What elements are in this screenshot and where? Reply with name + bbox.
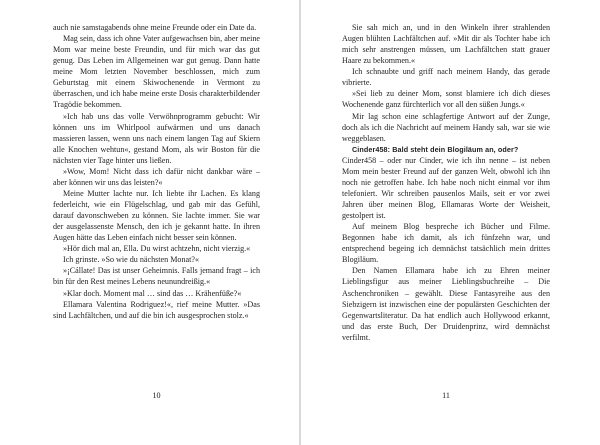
paragraph: auch nie samstagabends ohne meine Freunde oder ein Date da. bbox=[53, 23, 257, 32]
paragraph: »Wow, Mom! Nicht dass ich dafür nicht dankbar wäre – aber können wir uns das leisten?« bbox=[53, 166, 260, 187]
paragraph: Cinder458 – oder nur Cinder, wie ich ihn nenne – ist neben Mom mein bester Freund auf der ganzen Welt, obwohl ich ihn noch nie getroffen habe. Ich habe noch nicht einmal vor ihm telefoniert. Wir schreiben pausenlos Mails, seit er vor zwei Jahren über meinen Blog, Ellamaras Worte der Weisheit, gestolpert ist. bbox=[342, 155, 550, 221]
paragraph: »Ich hab uns das volle Verwöhnprogramm gebucht: Wir können uns im Whirlpool aufwärmen und uns danach massieren lassen, wenn uns nach einem langen Tag auf Skiern alle Knochen wehtun«, gestand Mom, als wir Boston für die nächsten vier Tage hinter uns ließen. bbox=[53, 111, 260, 165]
page-number: 11 bbox=[442, 391, 450, 400]
paragraph: Mag sein, dass ich ohne Vater aufgewachsen bin, aber meine Mom war meine beste Freundin, und für mich war das gut genug. Das Leben im Allgemeinen war gut genug. Dann hatte meine Mom letzten November beschlossen, mich zum Geburtstag mit einem Skiwochenende in Vermont zu überraschen, und ich habe meine erste Dosis charakterbildender Tragödie bekommen. bbox=[53, 34, 260, 110]
paragraph: Ich grinste. »So wie du nächsten Monat?« bbox=[63, 255, 199, 265]
page-number: 10 bbox=[152, 391, 161, 400]
paragraph: Ellamara Valentina Rodriguez!«, rief meine Mutter. »Das sind Lachfältchen, und auf die bin ich ausgesprochen stolz.« bbox=[53, 299, 260, 320]
paragraph: Ich schnaubte und griff nach meinem Handy, das gerade vibrierte. bbox=[342, 67, 550, 88]
paragraph: »Hör dich mal an, Ella. Du wirst achtzehn, nicht vierzig.« bbox=[63, 244, 251, 254]
paragraph: »¡Cállate! Das ist unser Geheimnis. Falls jemand fragt – ich bin für den Rest meines Lebens neunundreißig.« bbox=[53, 266, 260, 287]
chat-message: Cinder458: Bald steht dein Blogiläum an, oder? bbox=[352, 144, 519, 154]
paragraph: Mir lag schon eine schlagfertige Antwort auf der Zunge, doch als ich die Nachricht auf meinem Handy sah, war sie wie weggeblasen. bbox=[342, 111, 550, 143]
paragraph: Auf meinem Blog bespreche ich Bücher und Filme. Begonnen habe ich damit, als ich fünfzehn war, und entsprechend begeing ich demnächst tatsächlich mein drittes Blogiläum. bbox=[342, 222, 550, 265]
paragraph: Sie sah mich an, und in den Winkeln ihrer strahlenden Augen blühten Lachfältchen auf. »Mit dir als Tochter habe ich mich sehr anstrengen müssen, um Lachfältchen statt grauer Haare zu bekommen.« bbox=[342, 23, 550, 66]
left-page-text bbox=[53, 22, 260, 321]
right-page bbox=[301, 0, 600, 445]
paragraph: »Klar doch. Moment mal … sind das … Krähenfüße?« bbox=[63, 288, 242, 298]
right-page-text bbox=[342, 22, 550, 343]
paragraph: Meine Mutter lachte nur. Ich liebte ihr Lachen. Es klang federleicht, wie ein Flügelschlag, und gab mir das Gefühl, darauf davonschweben zu können. Sie lachte immer. Sie war der ausgelassenste Mensch, den ich je gekannt hatte. In ihren Augen hätte das Leben einfach nicht besser sein können. bbox=[53, 188, 260, 243]
paragraph: Den Namen Ellamara habe ich zu Ehren meiner Lieblingsfigur aus meiner Lieblingsbuchreihe – Die Aschenchroniken – gewählt. Diese Fantasyreihe aus den Siebzigern ist inzwischen eine der populärsten Geschichten der Gegenwartsliteratur. Da hat endlich auch Hollywood erkannt, und das erste Buch, Der Druidenprinz, wird demnächst verfilmt. bbox=[342, 266, 550, 342]
paragraph: »Sei lieb zu deiner Mom, sonst blamiere ich dich dieses Wochenende ganz fürchterlich vor all den süßen Jungs.« bbox=[342, 89, 550, 110]
left-page bbox=[0, 0, 299, 445]
